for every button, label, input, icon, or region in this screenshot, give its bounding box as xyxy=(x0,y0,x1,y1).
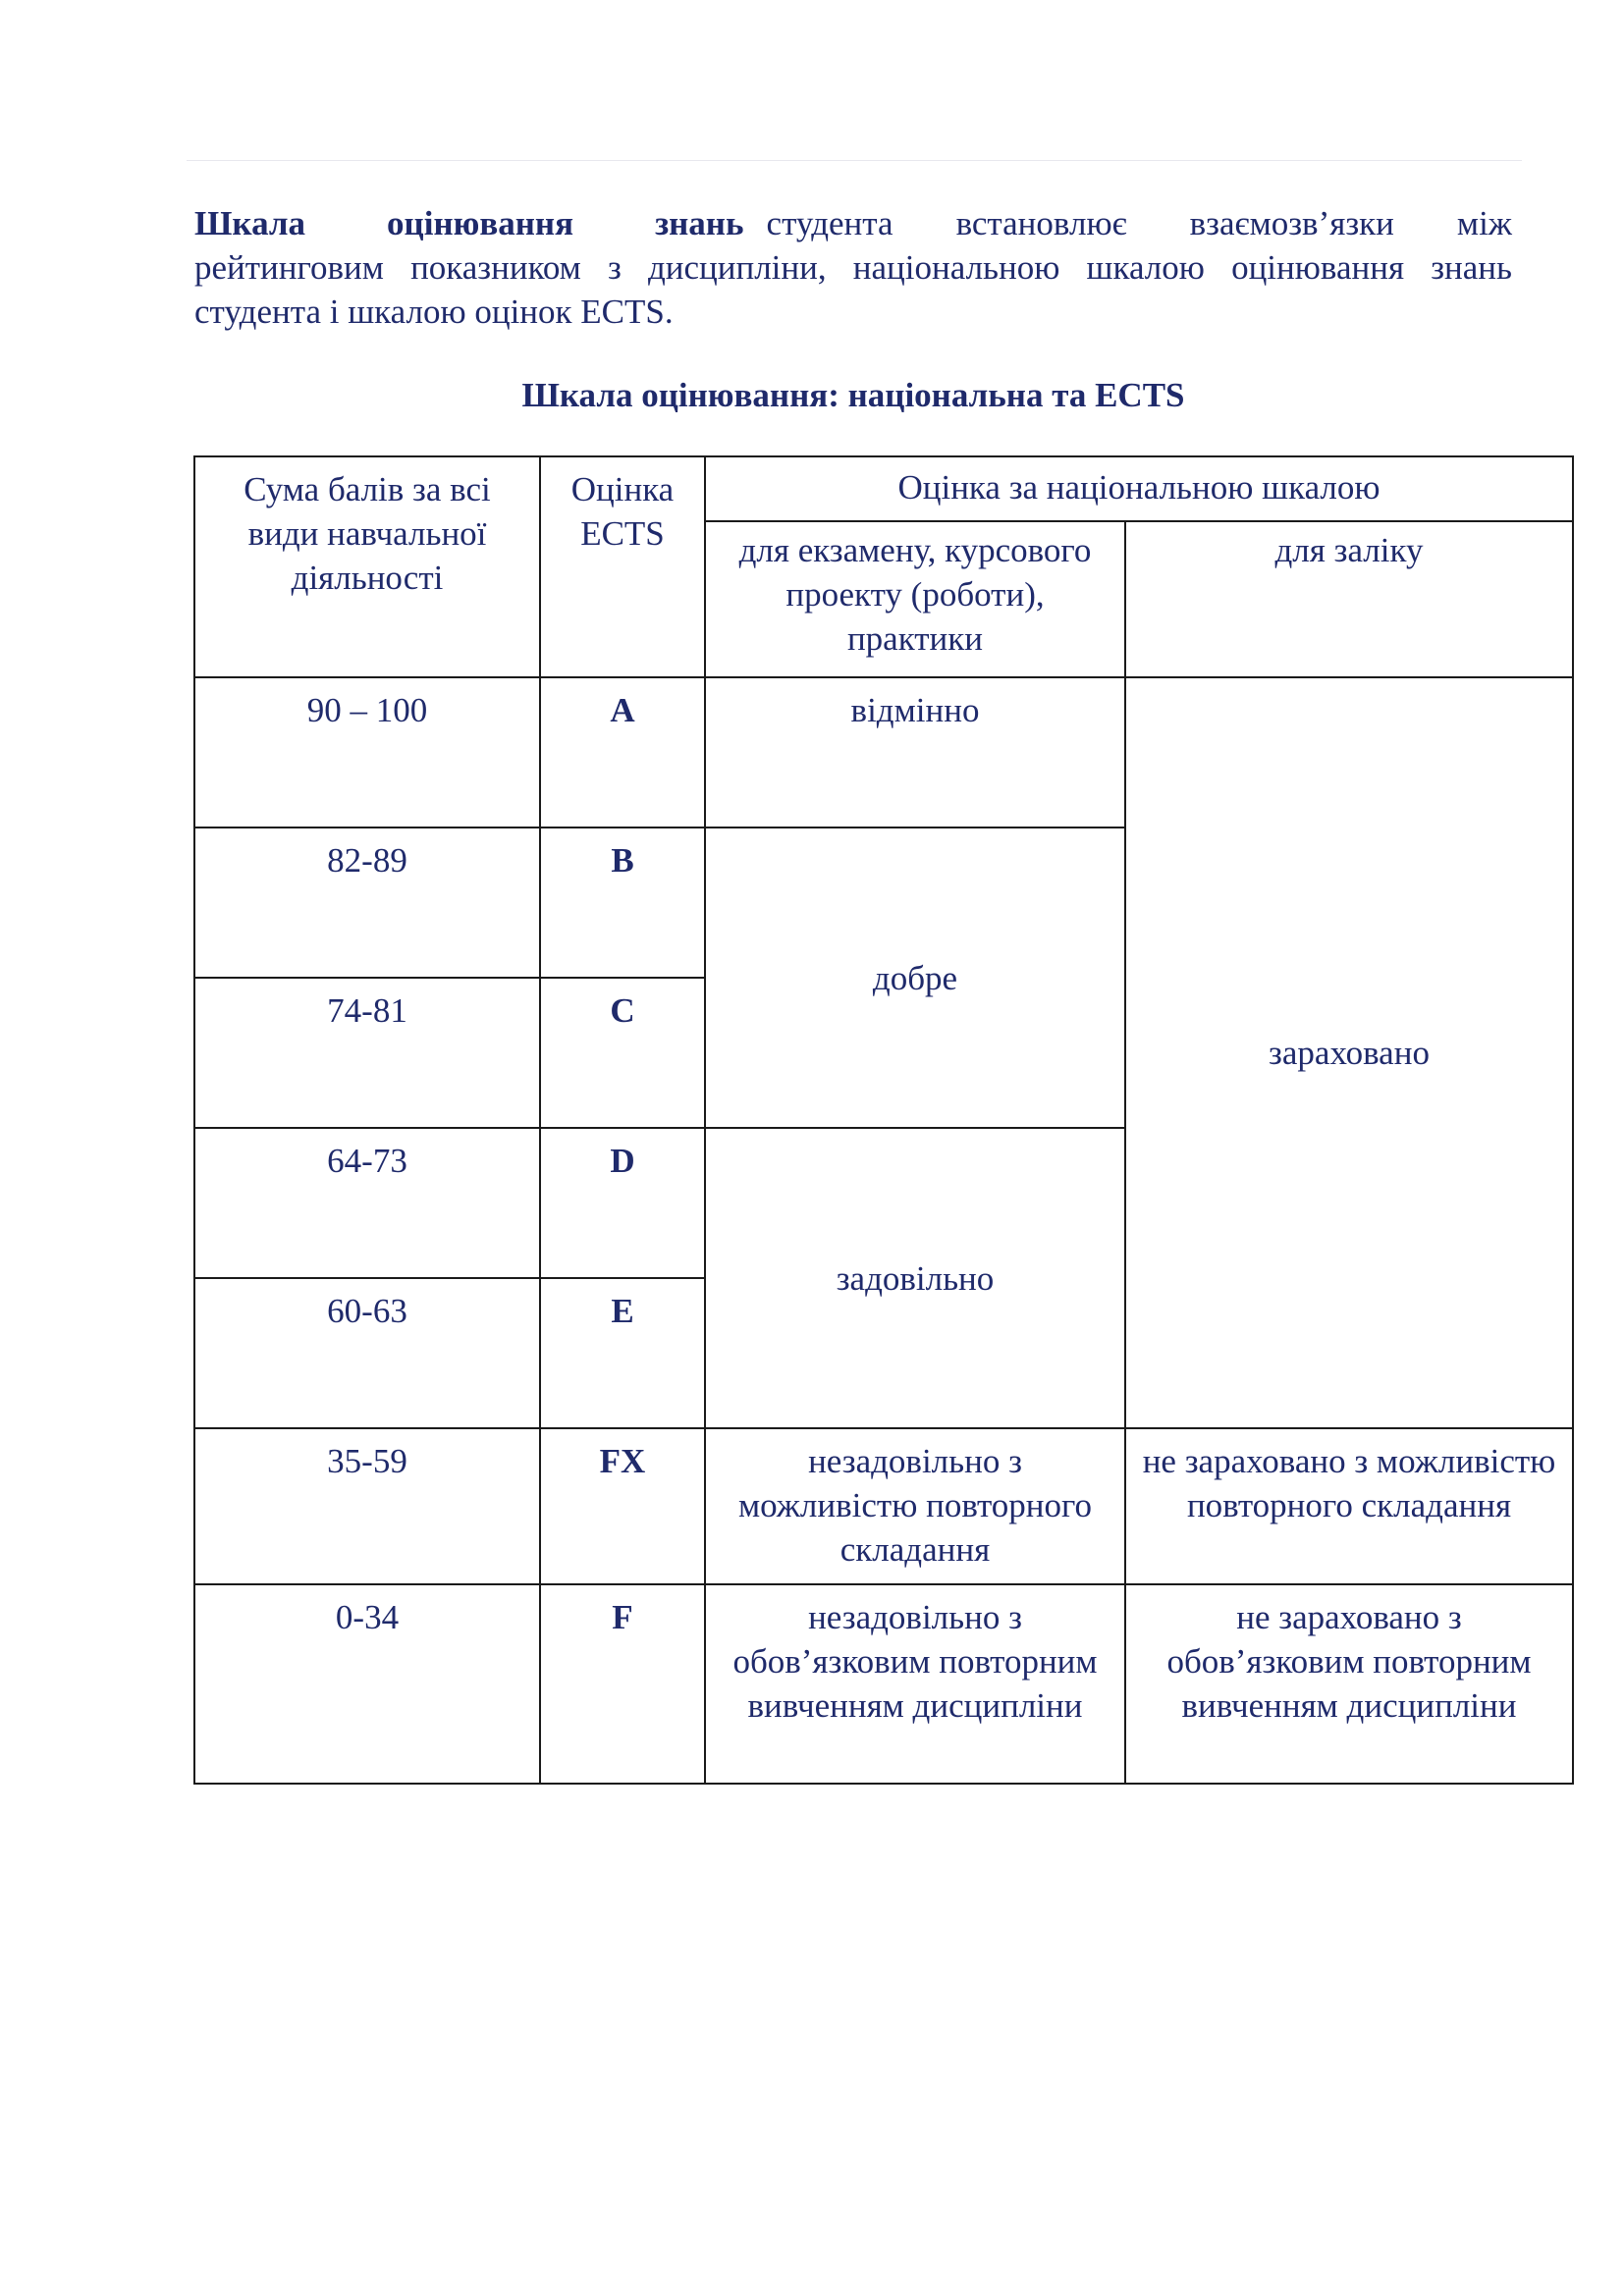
ects-cell: FX xyxy=(540,1428,705,1584)
table-row xyxy=(194,677,1573,828)
ects-cell: A xyxy=(540,677,705,828)
table-title: Шкала оцінювання: національна та ECTS xyxy=(521,376,1185,414)
points-cell: 90 – 100 xyxy=(194,677,540,828)
ects-cell: D xyxy=(540,1128,705,1278)
points-cell: 74-81 xyxy=(194,978,540,1128)
intro-text-rest: рейтинговим показником з дисципліни, національною шкалою оцінювання знань студента і шкалою оцінок ECTS. xyxy=(194,248,1512,331)
intro-text-line1: студента встановлює взаємозв’язки між xyxy=(766,204,1512,242)
ects-cell: B xyxy=(540,828,705,978)
header-row-1 xyxy=(194,456,1573,521)
grading-scale-table xyxy=(193,455,1574,1785)
exam-grade-cell: добре xyxy=(705,828,1125,1128)
credit-grade-cell: не зараховано з обов’язковим повторним вивченням дисципліни xyxy=(1125,1584,1573,1784)
exam-grade-cell: задовільно xyxy=(705,1128,1125,1428)
points-cell: 0-34 xyxy=(194,1584,540,1784)
points-cell: 82-89 xyxy=(194,828,540,978)
exam-grade-cell: незадовільно з обов’язковим повторним вивченням дисципліни xyxy=(705,1584,1125,1784)
top-divider xyxy=(187,160,1522,161)
ects-cell: E xyxy=(540,1278,705,1428)
points-cell: 35-59 xyxy=(194,1428,540,1584)
table-row xyxy=(194,1584,1573,1784)
header-national-scale: Оцінка за національною шкалою xyxy=(705,456,1573,521)
exam-grade-cell: відмінно xyxy=(705,677,1125,828)
table-row xyxy=(194,1428,1573,1584)
ects-cell: C xyxy=(540,978,705,1128)
points-cell: 64-73 xyxy=(194,1128,540,1278)
intro-lead-bold: Шкала оцінювання знань xyxy=(194,204,744,242)
header-ects-grade: Оцінка ECTS xyxy=(540,456,705,677)
ects-cell: F xyxy=(540,1584,705,1784)
credit-grade-cell: зараховано xyxy=(1125,677,1573,1428)
header-for-credit: для заліку xyxy=(1125,521,1573,677)
intro-paragraph xyxy=(194,201,1512,334)
exam-grade-cell: незадовільно з можливістю повторного складання xyxy=(705,1428,1125,1584)
header-sum-points: Сума балів за всі види навчальної діяльності xyxy=(194,456,540,677)
header-for-exam: для екзамену, курсового проекту (роботи), практики xyxy=(705,521,1125,677)
credit-grade-cell: не зараховано з можливістю повторного складання xyxy=(1125,1428,1573,1584)
points-cell: 60-63 xyxy=(194,1278,540,1428)
